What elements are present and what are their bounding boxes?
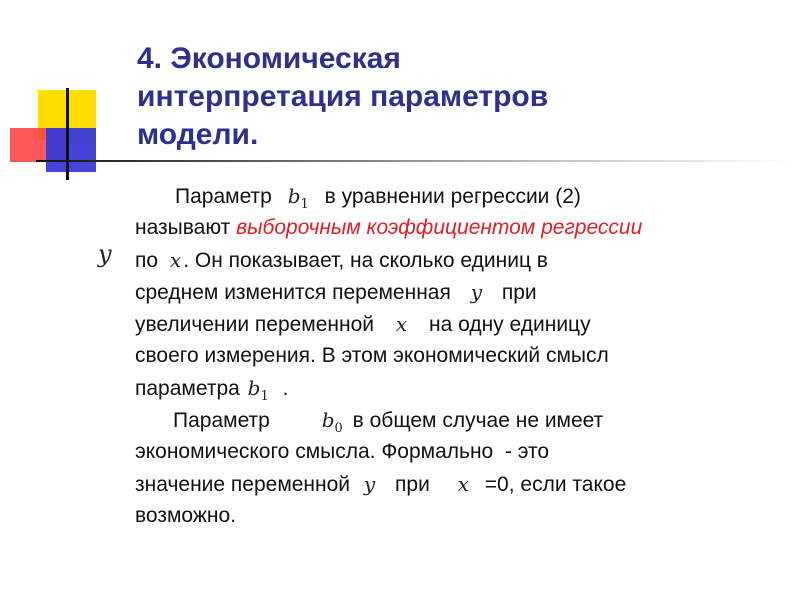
slide-title — [137, 40, 757, 154]
symbol-x: x — [169, 248, 182, 272]
text-span: в общем случае не имеет — [352, 409, 604, 432]
text-span: в уравнении регрессии (2) — [324, 185, 581, 208]
text-span: при — [501, 281, 537, 304]
symbol-b1: $b_1$ — [247, 376, 269, 404]
symbol-b0: $b_0$ — [321, 408, 343, 436]
text-span: экономического смысла. Формально - это — [135, 440, 550, 463]
text-span: называют — [135, 216, 231, 239]
body-line — [135, 308, 775, 340]
text-span: Параметр — [175, 185, 272, 208]
text-span: среднем изменится переменная — [135, 281, 451, 304]
symbol-y: y — [470, 280, 483, 304]
title-underline — [36, 160, 796, 162]
body-line — [135, 404, 775, 436]
text-span: возможно. — [135, 504, 237, 527]
symbol-x: x — [457, 472, 469, 496]
text-span: . — [282, 377, 289, 400]
text-span: . Он показывает, на сколько единиц в — [183, 249, 548, 272]
body-line — [135, 212, 775, 244]
body-line — [135, 276, 775, 308]
text-span: по — [135, 249, 159, 272]
margin-symbol-y: y — [98, 240, 112, 268]
blue-square-decoration — [46, 128, 96, 172]
slide-body — [135, 180, 775, 532]
body-line — [135, 340, 775, 372]
symbol-x: x — [395, 312, 408, 336]
text-span: параметра — [135, 377, 240, 400]
text-span: значение переменной — [135, 473, 351, 496]
body-line — [135, 468, 775, 500]
body-line — [135, 436, 775, 468]
text-span: Параметр — [173, 409, 270, 432]
body-line — [135, 244, 775, 276]
highlighted-term: выборочным коэффициентом регрессии — [236, 216, 643, 239]
text-span: увеличении переменной — [135, 313, 375, 336]
text-span: =0, если такое — [484, 473, 627, 496]
title-line: модели. — [137, 118, 259, 151]
text-span: на одну единицу — [429, 313, 591, 336]
vertical-divider-line — [66, 88, 69, 180]
symbol-y: y — [363, 472, 376, 496]
text-span: при — [395, 473, 430, 496]
title-line: 4. Экономическая — [137, 42, 401, 75]
symbol-b1: $b_1$ — [287, 184, 309, 212]
body-line — [135, 372, 775, 404]
text-span: своего измерения. В этом экономический смысл — [135, 344, 609, 367]
title-line: интерпретация параметров — [137, 80, 549, 113]
body-line — [135, 500, 775, 532]
body-line — [135, 180, 775, 212]
